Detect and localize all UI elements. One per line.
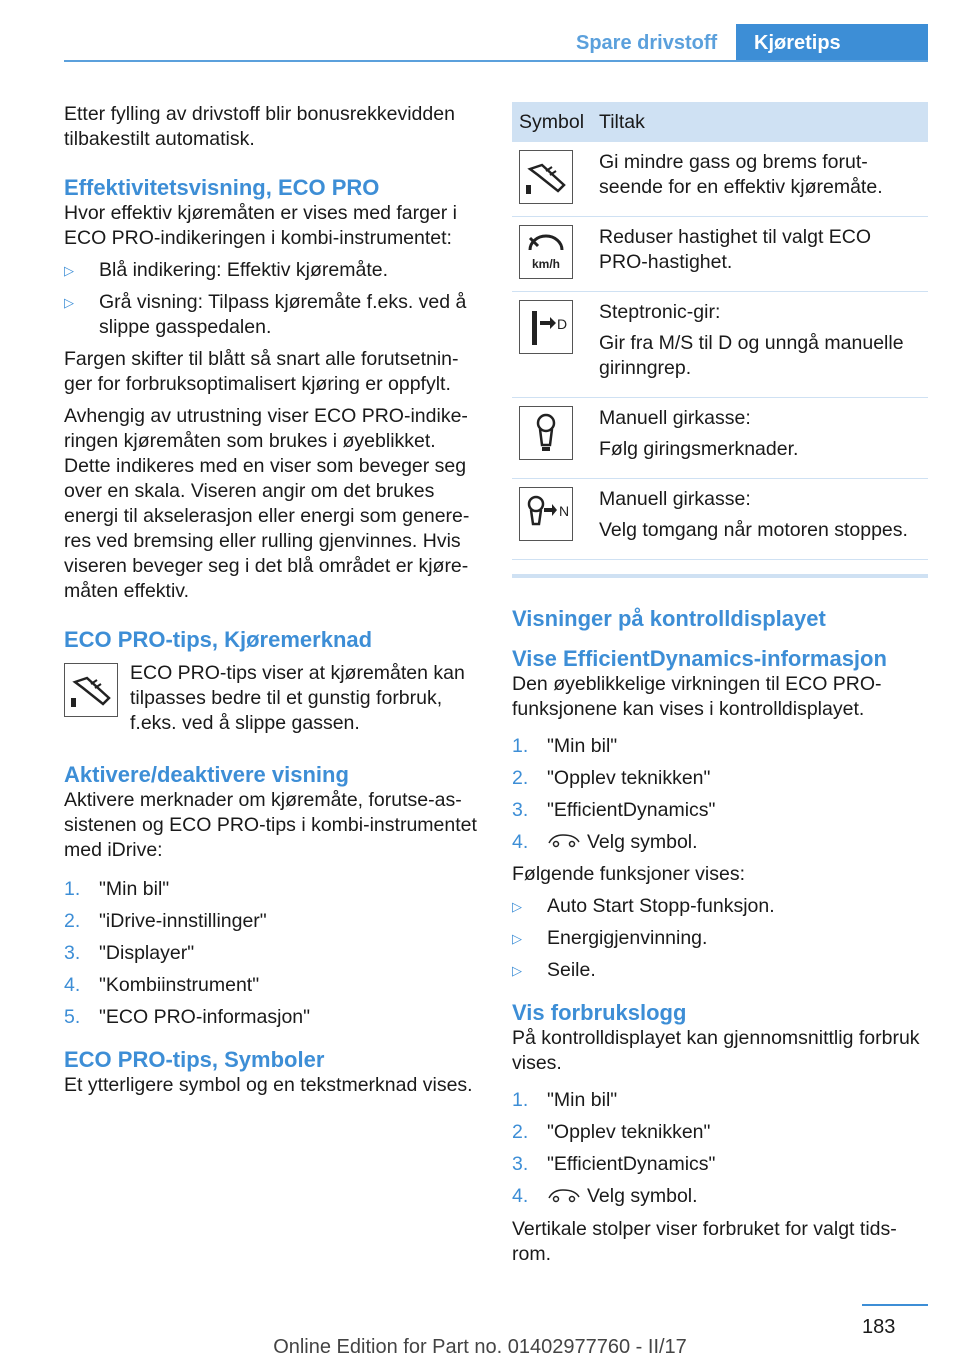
list-item bbox=[512, 830, 926, 855]
list-item-text: "Min bil" bbox=[99, 878, 170, 900]
section-title: ECO PRO-tips, Symboler bbox=[64, 1047, 325, 1072]
list-number: 1. bbox=[512, 735, 529, 757]
list-item-text: "iDrive-innstillinger" bbox=[99, 910, 267, 932]
steptronic-shift-d-icon bbox=[519, 300, 573, 354]
section-title: ECO PRO-tips, Kjøremerknad bbox=[64, 627, 373, 652]
list-number: 5. bbox=[64, 1006, 81, 1028]
paragraph: Et ytterligere symbol og en tekstmerknad vises. bbox=[64, 1074, 473, 1096]
list-item-text: "Displayer" bbox=[99, 942, 195, 964]
list-item-text: "Opplev teknikken" bbox=[547, 767, 711, 789]
list-item-text: "ECO PRO-informasjon" bbox=[99, 1006, 311, 1028]
paragraph: Hvor effektiv kjøremåten er vises med farger i ECO PRO-indikeringen i kombi-instrumentet: bbox=[64, 202, 458, 249]
gear-d-label: D bbox=[556, 316, 568, 332]
gear-n-label: N bbox=[558, 503, 570, 519]
efficient-dynamics-car-icon bbox=[547, 830, 581, 855]
paragraph: Følgende funksjoner vises: bbox=[512, 863, 746, 886]
triangle-bullet-icon: ▷ bbox=[512, 963, 522, 979]
list-item bbox=[64, 877, 478, 902]
numbered-list bbox=[512, 734, 926, 855]
symbol-table bbox=[512, 102, 928, 560]
consumption-history-car-icon bbox=[547, 1185, 581, 1210]
list-item bbox=[64, 258, 478, 283]
list-item-text: Seile. bbox=[547, 959, 596, 982]
list-item bbox=[512, 958, 926, 983]
list-item-text: Grå visning: Tilpass kjøremåte f.eks. ved å slippe gasspedalen. bbox=[99, 291, 467, 338]
page-number-rule bbox=[862, 1304, 928, 1306]
left-column bbox=[64, 102, 478, 1105]
list-item bbox=[64, 909, 478, 934]
list-number: 1. bbox=[64, 878, 81, 900]
table-row bbox=[512, 217, 928, 292]
table-cell-text: Reduser hastighet til valgt ECO PRO-hastighet. bbox=[599, 226, 872, 273]
bullet-list bbox=[512, 894, 926, 983]
list-item bbox=[64, 973, 478, 998]
paragraph: Fargen skifter til blått så snart alle forutsetninger for forbruksoptimalisert kjøring er oppfylt. bbox=[64, 348, 459, 395]
list-item bbox=[512, 1120, 926, 1145]
kmh-label: km/h bbox=[531, 257, 561, 271]
list-item-text: Velg symbol. bbox=[587, 1185, 698, 1208]
table-cell-text: Gir fra M/S til D og unngå manuelle girinngrep. bbox=[599, 332, 904, 379]
table-row bbox=[512, 142, 928, 217]
list-item-text: Blå indikering: Effektiv kjøremåte. bbox=[99, 259, 389, 281]
list-number: 3. bbox=[512, 799, 529, 821]
header-chapter-tab: Kjøretips bbox=[736, 24, 928, 62]
table-bottom-rule bbox=[512, 574, 928, 578]
list-number: 1. bbox=[512, 1089, 529, 1112]
list-item bbox=[512, 926, 926, 951]
list-number: 2. bbox=[512, 767, 529, 789]
list-item bbox=[512, 1152, 926, 1177]
section-title: Visninger på kontrolldisplayet bbox=[512, 606, 826, 631]
triangle-bullet-icon: ▷ bbox=[64, 263, 74, 278]
triangle-bullet-icon: ▷ bbox=[512, 931, 522, 947]
numbered-list bbox=[64, 877, 478, 1030]
numbered-list bbox=[512, 1088, 926, 1209]
eco-tip-text: ECO PRO-tips viser at kjøremåten kan tilpasses bedre til et gunstig forbruk, f.eks. ved å slippe gassen. bbox=[130, 662, 465, 734]
table-cell-text: Velg tomgang når motoren stoppes. bbox=[599, 519, 908, 541]
table-row bbox=[512, 398, 928, 479]
paragraph: Den øyeblikkelige virkningen til ECO PRO-funksjonene kan vises i kontrolldisplayet. bbox=[512, 673, 882, 720]
list-number: 2. bbox=[64, 910, 81, 932]
table-header-row bbox=[512, 102, 928, 142]
list-item bbox=[64, 941, 478, 966]
paragraph: Vertikale stolper viser forbruket for valgt tidsrom. bbox=[512, 1217, 897, 1265]
list-item-text: "EfficientDynamics" bbox=[547, 1153, 716, 1176]
header-section-tab: Spare drivstoff bbox=[576, 32, 718, 54]
foot-off-pedal-icon bbox=[64, 663, 118, 717]
list-number: 3. bbox=[64, 942, 81, 964]
table-row bbox=[512, 292, 928, 398]
list-item bbox=[64, 290, 478, 340]
table-cell-text: Steptronic-gir: bbox=[599, 301, 721, 323]
footer-edition: Online Edition for Part no. 01402977760 - II/17 bbox=[273, 1336, 687, 1358]
list-item-text: Auto Start Stopp-funksjon. bbox=[547, 895, 775, 918]
list-item-text: "Opplev teknikken" bbox=[547, 1121, 711, 1144]
triangle-bullet-icon: ▷ bbox=[64, 295, 74, 310]
paragraph: Aktivere merknader om kjøremåte, forutse-assistenen og ECO PRO-tips i kombi-instrumentet med iDrive: bbox=[64, 789, 477, 861]
table-cell-text: Følg giringsmerknader. bbox=[599, 438, 799, 460]
list-item-text: "Min bil" bbox=[547, 1089, 618, 1112]
intro-paragraph: Etter fylling av drivstoff blir bonusrekkevidden tilbakestilt automatisk. bbox=[64, 103, 455, 150]
list-item bbox=[512, 1184, 926, 1209]
list-item bbox=[512, 734, 926, 759]
table-cell-text: Gi mindre gass og brems forutseende for en effektiv kjøremåte. bbox=[599, 151, 883, 198]
table-row bbox=[512, 479, 928, 560]
list-item bbox=[512, 798, 926, 823]
list-number: 4. bbox=[512, 831, 529, 853]
list-number: 3. bbox=[512, 1153, 529, 1176]
table-cell-text: Manuell girkasse: bbox=[599, 407, 751, 429]
list-item bbox=[64, 1005, 478, 1030]
list-number: 4. bbox=[512, 1185, 529, 1208]
speed-reduce-kmh-icon bbox=[519, 225, 573, 279]
header-rule bbox=[64, 60, 928, 62]
list-item-text: "Min bil" bbox=[547, 735, 618, 757]
manual-gearshift-neutral-icon bbox=[519, 487, 573, 541]
right-column bbox=[512, 102, 926, 1274]
manual-gearshift-icon bbox=[519, 406, 573, 460]
list-number: 2. bbox=[512, 1121, 529, 1144]
paragraph: Avhengig av utrustning viser ECO PRO-indikeringen kjøremåten som brukes i øyeblikket. Dette indikeres med en viser som beveger seg over en skala. Viseren angir om det brukes energi til akselerasjon eller energi som genereres ved bremsing eller rulling gjenvinnes. Hvis viseren beveger seg i det blå området er kjøremåten effektiv. bbox=[64, 405, 470, 602]
section-title: Vise EfficientDynamics-informasjon bbox=[512, 646, 887, 671]
list-item bbox=[512, 1088, 926, 1113]
foot-off-pedal-icon bbox=[519, 150, 573, 204]
eco-tip-row bbox=[64, 661, 478, 736]
section-title: Aktivere/deaktivere visning bbox=[64, 762, 349, 787]
triangle-bullet-icon: ▷ bbox=[512, 899, 522, 915]
list-item-text: "Kombiinstrument" bbox=[99, 974, 260, 996]
section-title: Vis forbrukslogg bbox=[512, 1000, 687, 1026]
table-cell-text: Manuell girkasse: bbox=[599, 488, 751, 510]
bullet-list bbox=[64, 258, 478, 340]
table-header: Tiltak bbox=[592, 102, 928, 142]
list-item-text: "EfficientDynamics" bbox=[547, 799, 716, 821]
paragraph: På kontrolldisplayet kan gjennomsnittlig forbruk vises. bbox=[512, 1027, 920, 1075]
section-title: Effektivitetsvisning, ECO PRO bbox=[64, 175, 380, 200]
list-item-text: Velg symbol. bbox=[587, 831, 698, 853]
list-number: 4. bbox=[64, 974, 81, 996]
page-number: 183 bbox=[862, 1316, 896, 1338]
list-item bbox=[512, 766, 926, 791]
table-header: Symbol bbox=[512, 102, 592, 142]
list-item-text: Energigjenvinning. bbox=[547, 927, 708, 950]
list-item bbox=[512, 894, 926, 919]
